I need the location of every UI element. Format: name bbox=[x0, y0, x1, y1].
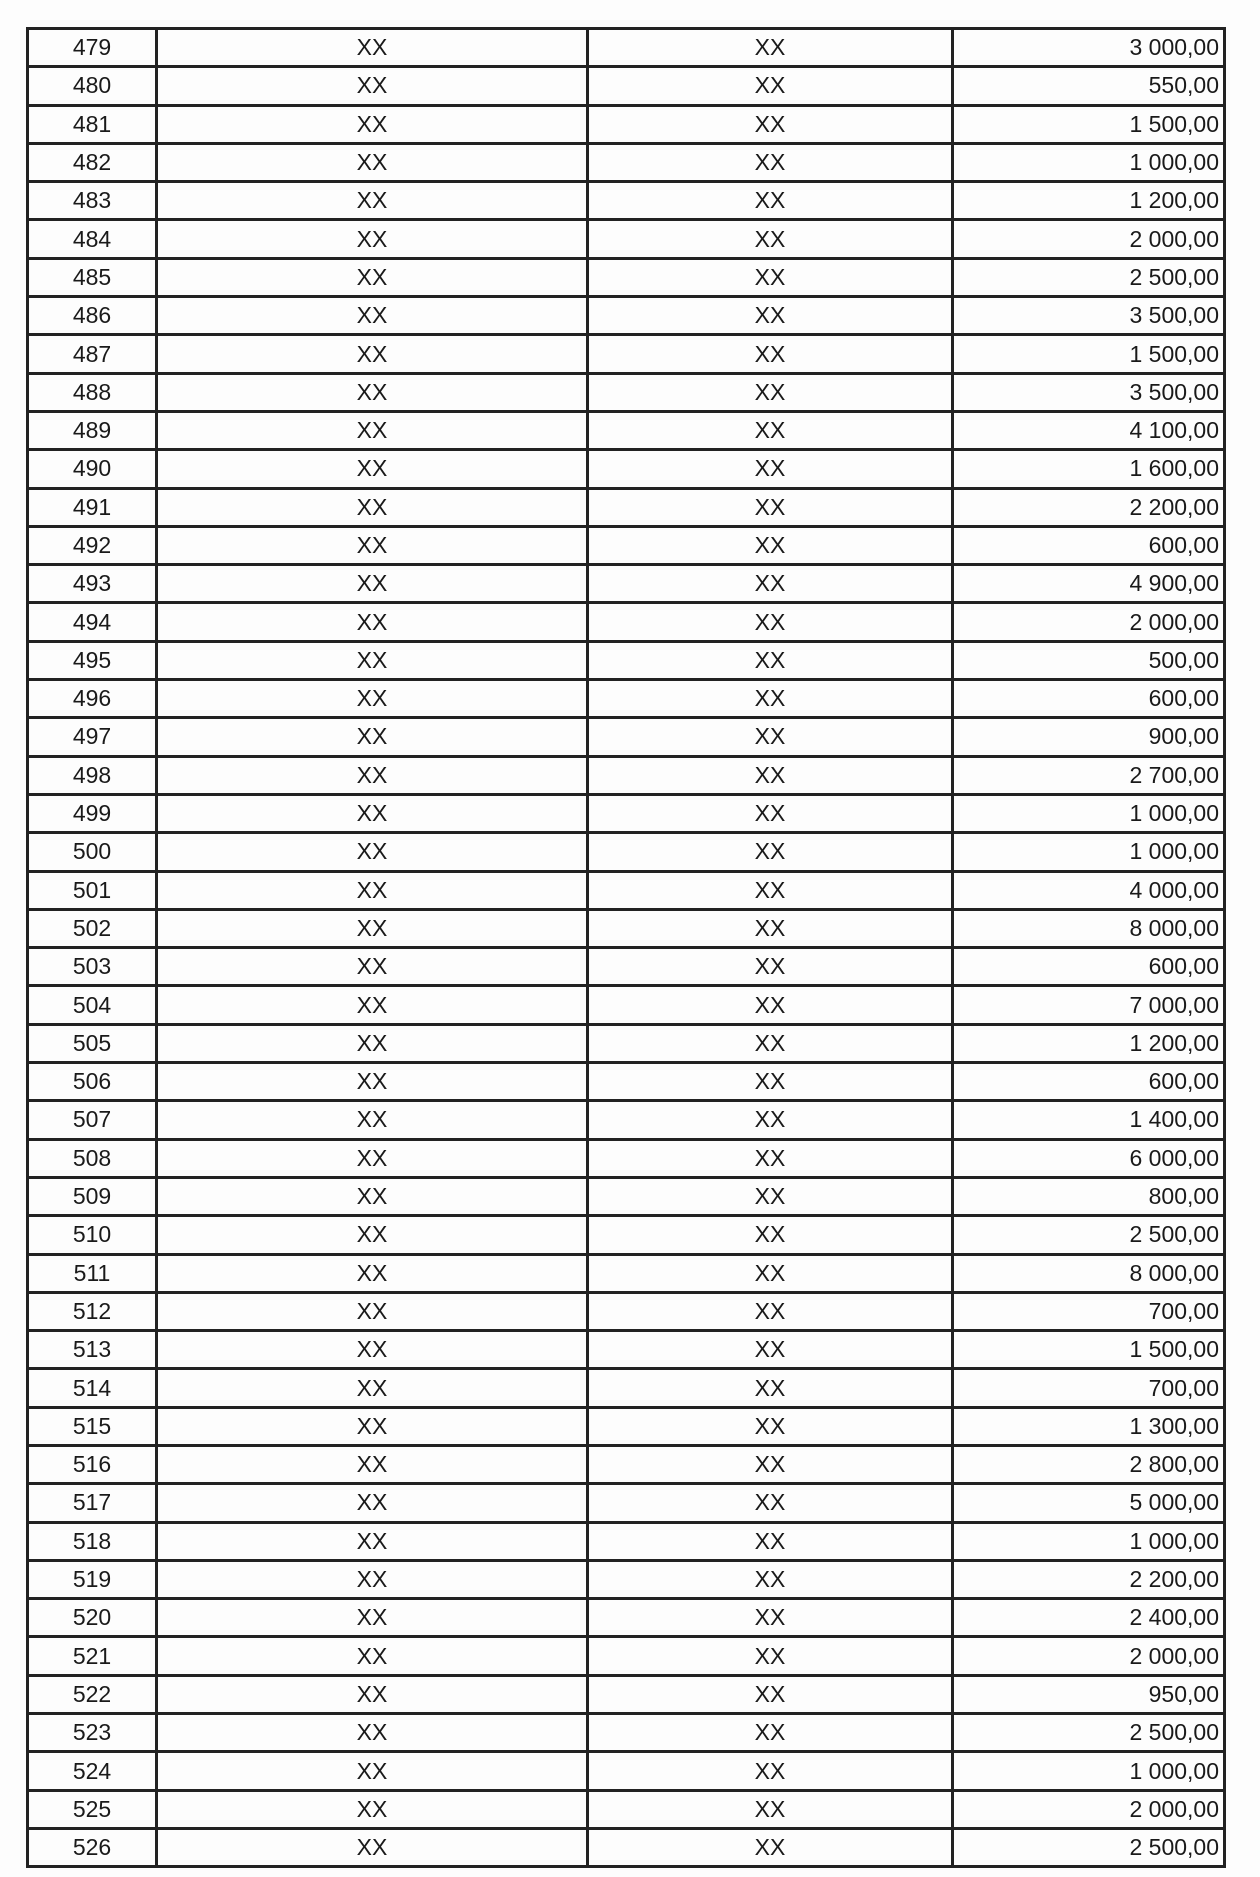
row-number-cell: 508 bbox=[28, 1139, 157, 1177]
table-row bbox=[28, 565, 1225, 603]
amount-cell: 600,00 bbox=[953, 680, 1225, 718]
column-b-cell: XX bbox=[588, 871, 953, 909]
table-row bbox=[28, 488, 1225, 526]
column-a-cell: XX bbox=[157, 411, 588, 449]
column-b-cell: XX bbox=[588, 1216, 953, 1254]
table-row bbox=[28, 1637, 1225, 1675]
row-number-cell: 526 bbox=[28, 1828, 157, 1866]
amount-cell: 800,00 bbox=[953, 1177, 1225, 1215]
table-row bbox=[28, 1369, 1225, 1407]
row-number-cell: 500 bbox=[28, 833, 157, 871]
table-row bbox=[28, 1714, 1225, 1752]
amount-cell: 1 000,00 bbox=[953, 1522, 1225, 1560]
column-b-cell: XX bbox=[588, 1790, 953, 1828]
column-b-cell: XX bbox=[588, 526, 953, 564]
column-b-cell: XX bbox=[588, 756, 953, 794]
amount-cell: 1 500,00 bbox=[953, 105, 1225, 143]
column-a-cell: XX bbox=[157, 641, 588, 679]
amount-cell: 1 000,00 bbox=[953, 794, 1225, 832]
amount-cell: 2 500,00 bbox=[953, 1216, 1225, 1254]
column-b-cell: XX bbox=[588, 29, 953, 67]
amount-cell: 1 500,00 bbox=[953, 335, 1225, 373]
row-number-cell: 518 bbox=[28, 1522, 157, 1560]
table-row bbox=[28, 1752, 1225, 1790]
column-a-cell: XX bbox=[157, 1101, 588, 1139]
column-a-cell: XX bbox=[157, 258, 588, 296]
column-b-cell: XX bbox=[588, 909, 953, 947]
amount-cell: 1 000,00 bbox=[953, 1752, 1225, 1790]
column-b-cell: XX bbox=[588, 565, 953, 603]
column-a-cell: XX bbox=[157, 220, 588, 258]
table-row bbox=[28, 680, 1225, 718]
column-b-cell: XX bbox=[588, 335, 953, 373]
column-a-cell: XX bbox=[157, 909, 588, 947]
column-a-cell: XX bbox=[157, 143, 588, 181]
row-number-cell: 505 bbox=[28, 1024, 157, 1062]
column-a-cell: XX bbox=[157, 871, 588, 909]
table-row bbox=[28, 29, 1225, 67]
table-row bbox=[28, 105, 1225, 143]
table-row bbox=[28, 909, 1225, 947]
column-a-cell: XX bbox=[157, 1637, 588, 1675]
table-row bbox=[28, 1331, 1225, 1369]
row-number-cell: 491 bbox=[28, 488, 157, 526]
row-number-cell: 502 bbox=[28, 909, 157, 947]
row-number-cell: 513 bbox=[28, 1331, 157, 1369]
column-b-cell: XX bbox=[588, 718, 953, 756]
amount-cell: 2 800,00 bbox=[953, 1445, 1225, 1483]
amount-cell: 1 200,00 bbox=[953, 1024, 1225, 1062]
column-a-cell: XX bbox=[157, 1139, 588, 1177]
row-number-cell: 484 bbox=[28, 220, 157, 258]
table-row bbox=[28, 297, 1225, 335]
column-a-cell: XX bbox=[157, 1177, 588, 1215]
table-row bbox=[28, 986, 1225, 1024]
amount-cell: 8 000,00 bbox=[953, 909, 1225, 947]
table-row bbox=[28, 603, 1225, 641]
row-number-cell: 514 bbox=[28, 1369, 157, 1407]
column-b-cell: XX bbox=[588, 411, 953, 449]
amount-cell: 3 500,00 bbox=[953, 297, 1225, 335]
table-row bbox=[28, 258, 1225, 296]
table-row bbox=[28, 1254, 1225, 1292]
column-a-cell: XX bbox=[157, 794, 588, 832]
table-row bbox=[28, 833, 1225, 871]
amount-cell: 4 000,00 bbox=[953, 871, 1225, 909]
table-row bbox=[28, 335, 1225, 373]
column-a-cell: XX bbox=[157, 1752, 588, 1790]
table-row bbox=[28, 794, 1225, 832]
column-b-cell: XX bbox=[588, 1177, 953, 1215]
column-a-cell: XX bbox=[157, 29, 588, 67]
column-a-cell: XX bbox=[157, 182, 588, 220]
column-a-cell: XX bbox=[157, 450, 588, 488]
amount-cell: 3 500,00 bbox=[953, 373, 1225, 411]
column-b-cell: XX bbox=[588, 220, 953, 258]
column-b-cell: XX bbox=[588, 258, 953, 296]
amount-cell: 2 400,00 bbox=[953, 1599, 1225, 1637]
table-row bbox=[28, 1599, 1225, 1637]
row-number-cell: 495 bbox=[28, 641, 157, 679]
amount-cell: 1 400,00 bbox=[953, 1101, 1225, 1139]
amount-cell: 900,00 bbox=[953, 718, 1225, 756]
amount-cell: 3 000,00 bbox=[953, 29, 1225, 67]
row-number-cell: 481 bbox=[28, 105, 157, 143]
column-a-cell: XX bbox=[157, 680, 588, 718]
table-row bbox=[28, 1445, 1225, 1483]
column-b-cell: XX bbox=[588, 67, 953, 105]
column-a-cell: XX bbox=[157, 1254, 588, 1292]
row-number-cell: 521 bbox=[28, 1637, 157, 1675]
amount-cell: 600,00 bbox=[953, 948, 1225, 986]
column-a-cell: XX bbox=[157, 1216, 588, 1254]
amount-cell: 2 200,00 bbox=[953, 1560, 1225, 1598]
amount-cell: 8 000,00 bbox=[953, 1254, 1225, 1292]
column-b-cell: XX bbox=[588, 1139, 953, 1177]
column-b-cell: XX bbox=[588, 794, 953, 832]
row-number-cell: 496 bbox=[28, 680, 157, 718]
column-b-cell: XX bbox=[588, 1675, 953, 1713]
table-row bbox=[28, 1484, 1225, 1522]
row-number-cell: 498 bbox=[28, 756, 157, 794]
column-b-cell: XX bbox=[588, 450, 953, 488]
table-body bbox=[28, 29, 1225, 1867]
row-number-cell: 524 bbox=[28, 1752, 157, 1790]
row-number-cell: 492 bbox=[28, 526, 157, 564]
column-a-cell: XX bbox=[157, 1484, 588, 1522]
amount-cell: 6 000,00 bbox=[953, 1139, 1225, 1177]
table-row bbox=[28, 1828, 1225, 1866]
register-table bbox=[26, 27, 1226, 1868]
amount-cell: 1 300,00 bbox=[953, 1407, 1225, 1445]
table-row bbox=[28, 1790, 1225, 1828]
row-number-cell: 512 bbox=[28, 1292, 157, 1330]
row-number-cell: 479 bbox=[28, 29, 157, 67]
amount-cell: 5 000,00 bbox=[953, 1484, 1225, 1522]
column-b-cell: XX bbox=[588, 373, 953, 411]
amount-cell: 1 500,00 bbox=[953, 1331, 1225, 1369]
row-number-cell: 488 bbox=[28, 373, 157, 411]
column-a-cell: XX bbox=[157, 756, 588, 794]
column-b-cell: XX bbox=[588, 297, 953, 335]
column-a-cell: XX bbox=[157, 565, 588, 603]
column-a-cell: XX bbox=[157, 1445, 588, 1483]
column-a-cell: XX bbox=[157, 1369, 588, 1407]
column-b-cell: XX bbox=[588, 1599, 953, 1637]
column-b-cell: XX bbox=[588, 1331, 953, 1369]
column-b-cell: XX bbox=[588, 182, 953, 220]
row-number-cell: 494 bbox=[28, 603, 157, 641]
row-number-cell: 503 bbox=[28, 948, 157, 986]
row-number-cell: 506 bbox=[28, 1063, 157, 1101]
table-row bbox=[28, 1216, 1225, 1254]
row-number-cell: 504 bbox=[28, 986, 157, 1024]
table-row bbox=[28, 220, 1225, 258]
row-number-cell: 523 bbox=[28, 1714, 157, 1752]
column-a-cell: XX bbox=[157, 335, 588, 373]
column-a-cell: XX bbox=[157, 1063, 588, 1101]
row-number-cell: 519 bbox=[28, 1560, 157, 1598]
row-number-cell: 520 bbox=[28, 1599, 157, 1637]
column-b-cell: XX bbox=[588, 1522, 953, 1560]
row-number-cell: 525 bbox=[28, 1790, 157, 1828]
table-row bbox=[28, 526, 1225, 564]
row-number-cell: 493 bbox=[28, 565, 157, 603]
column-b-cell: XX bbox=[588, 603, 953, 641]
column-a-cell: XX bbox=[157, 948, 588, 986]
row-number-cell: 507 bbox=[28, 1101, 157, 1139]
column-a-cell: XX bbox=[157, 833, 588, 871]
row-number-cell: 486 bbox=[28, 297, 157, 335]
column-b-cell: XX bbox=[588, 1063, 953, 1101]
column-b-cell: XX bbox=[588, 1292, 953, 1330]
amount-cell: 1 600,00 bbox=[953, 450, 1225, 488]
table-row bbox=[28, 143, 1225, 181]
amount-cell: 4 100,00 bbox=[953, 411, 1225, 449]
column-a-cell: XX bbox=[157, 1407, 588, 1445]
table-row bbox=[28, 871, 1225, 909]
amount-cell: 2 000,00 bbox=[953, 1637, 1225, 1675]
column-b-cell: XX bbox=[588, 143, 953, 181]
row-number-cell: 516 bbox=[28, 1445, 157, 1483]
column-b-cell: XX bbox=[588, 105, 953, 143]
column-a-cell: XX bbox=[157, 67, 588, 105]
row-number-cell: 489 bbox=[28, 411, 157, 449]
amount-cell: 2 700,00 bbox=[953, 756, 1225, 794]
column-a-cell: XX bbox=[157, 1675, 588, 1713]
amount-cell: 2 200,00 bbox=[953, 488, 1225, 526]
column-a-cell: XX bbox=[157, 1522, 588, 1560]
table-row bbox=[28, 1675, 1225, 1713]
amount-cell: 600,00 bbox=[953, 526, 1225, 564]
column-b-cell: XX bbox=[588, 488, 953, 526]
amount-cell: 700,00 bbox=[953, 1369, 1225, 1407]
table-row bbox=[28, 1177, 1225, 1215]
column-a-cell: XX bbox=[157, 1828, 588, 1866]
row-number-cell: 499 bbox=[28, 794, 157, 832]
table-row bbox=[28, 1522, 1225, 1560]
column-b-cell: XX bbox=[588, 1828, 953, 1866]
row-number-cell: 522 bbox=[28, 1675, 157, 1713]
row-number-cell: 511 bbox=[28, 1254, 157, 1292]
column-b-cell: XX bbox=[588, 680, 953, 718]
column-b-cell: XX bbox=[588, 641, 953, 679]
row-number-cell: 509 bbox=[28, 1177, 157, 1215]
column-b-cell: XX bbox=[588, 1407, 953, 1445]
column-a-cell: XX bbox=[157, 1024, 588, 1062]
amount-cell: 7 000,00 bbox=[953, 986, 1225, 1024]
column-a-cell: XX bbox=[157, 105, 588, 143]
column-a-cell: XX bbox=[157, 1292, 588, 1330]
amount-cell: 2 000,00 bbox=[953, 603, 1225, 641]
column-b-cell: XX bbox=[588, 833, 953, 871]
column-b-cell: XX bbox=[588, 1445, 953, 1483]
table-row bbox=[28, 718, 1225, 756]
table-row bbox=[28, 1139, 1225, 1177]
column-a-cell: XX bbox=[157, 488, 588, 526]
amount-cell: 2 500,00 bbox=[953, 1828, 1225, 1866]
column-b-cell: XX bbox=[588, 1101, 953, 1139]
table-row bbox=[28, 182, 1225, 220]
row-number-cell: 510 bbox=[28, 1216, 157, 1254]
table-row bbox=[28, 1292, 1225, 1330]
column-a-cell: XX bbox=[157, 986, 588, 1024]
table-row bbox=[28, 450, 1225, 488]
table-row bbox=[28, 67, 1225, 105]
table-row bbox=[28, 1101, 1225, 1139]
column-b-cell: XX bbox=[588, 1024, 953, 1062]
row-number-cell: 482 bbox=[28, 143, 157, 181]
column-b-cell: XX bbox=[588, 1484, 953, 1522]
row-number-cell: 490 bbox=[28, 450, 157, 488]
column-b-cell: XX bbox=[588, 1560, 953, 1598]
amount-cell: 1 000,00 bbox=[953, 833, 1225, 871]
table-row bbox=[28, 411, 1225, 449]
column-a-cell: XX bbox=[157, 373, 588, 411]
column-a-cell: XX bbox=[157, 1331, 588, 1369]
column-a-cell: XX bbox=[157, 718, 588, 756]
column-b-cell: XX bbox=[588, 1369, 953, 1407]
amount-cell: 4 900,00 bbox=[953, 565, 1225, 603]
column-a-cell: XX bbox=[157, 603, 588, 641]
row-number-cell: 515 bbox=[28, 1407, 157, 1445]
row-number-cell: 497 bbox=[28, 718, 157, 756]
amount-cell: 950,00 bbox=[953, 1675, 1225, 1713]
column-a-cell: XX bbox=[157, 1790, 588, 1828]
amount-cell: 550,00 bbox=[953, 67, 1225, 105]
column-a-cell: XX bbox=[157, 1714, 588, 1752]
column-b-cell: XX bbox=[588, 986, 953, 1024]
column-a-cell: XX bbox=[157, 1599, 588, 1637]
amount-cell: 1 000,00 bbox=[953, 143, 1225, 181]
row-number-cell: 501 bbox=[28, 871, 157, 909]
table-row bbox=[28, 641, 1225, 679]
amount-cell: 700,00 bbox=[953, 1292, 1225, 1330]
column-b-cell: XX bbox=[588, 948, 953, 986]
column-a-cell: XX bbox=[157, 297, 588, 335]
column-a-cell: XX bbox=[157, 526, 588, 564]
column-b-cell: XX bbox=[588, 1254, 953, 1292]
column-b-cell: XX bbox=[588, 1714, 953, 1752]
table-row bbox=[28, 948, 1225, 986]
column-b-cell: XX bbox=[588, 1637, 953, 1675]
table-row bbox=[28, 1063, 1225, 1101]
table-row bbox=[28, 756, 1225, 794]
amount-cell: 500,00 bbox=[953, 641, 1225, 679]
row-number-cell: 487 bbox=[28, 335, 157, 373]
row-number-cell: 517 bbox=[28, 1484, 157, 1522]
amount-cell: 2 000,00 bbox=[953, 220, 1225, 258]
row-number-cell: 480 bbox=[28, 67, 157, 105]
amount-cell: 2 500,00 bbox=[953, 258, 1225, 296]
amount-cell: 1 200,00 bbox=[953, 182, 1225, 220]
table-row bbox=[28, 1407, 1225, 1445]
row-number-cell: 485 bbox=[28, 258, 157, 296]
row-number-cell: 483 bbox=[28, 182, 157, 220]
table-row bbox=[28, 373, 1225, 411]
amount-cell: 600,00 bbox=[953, 1063, 1225, 1101]
column-b-cell: XX bbox=[588, 1752, 953, 1790]
amount-cell: 2 000,00 bbox=[953, 1790, 1225, 1828]
table-row bbox=[28, 1560, 1225, 1598]
column-a-cell: XX bbox=[157, 1560, 588, 1598]
amount-cell: 2 500,00 bbox=[953, 1714, 1225, 1752]
table-row bbox=[28, 1024, 1225, 1062]
